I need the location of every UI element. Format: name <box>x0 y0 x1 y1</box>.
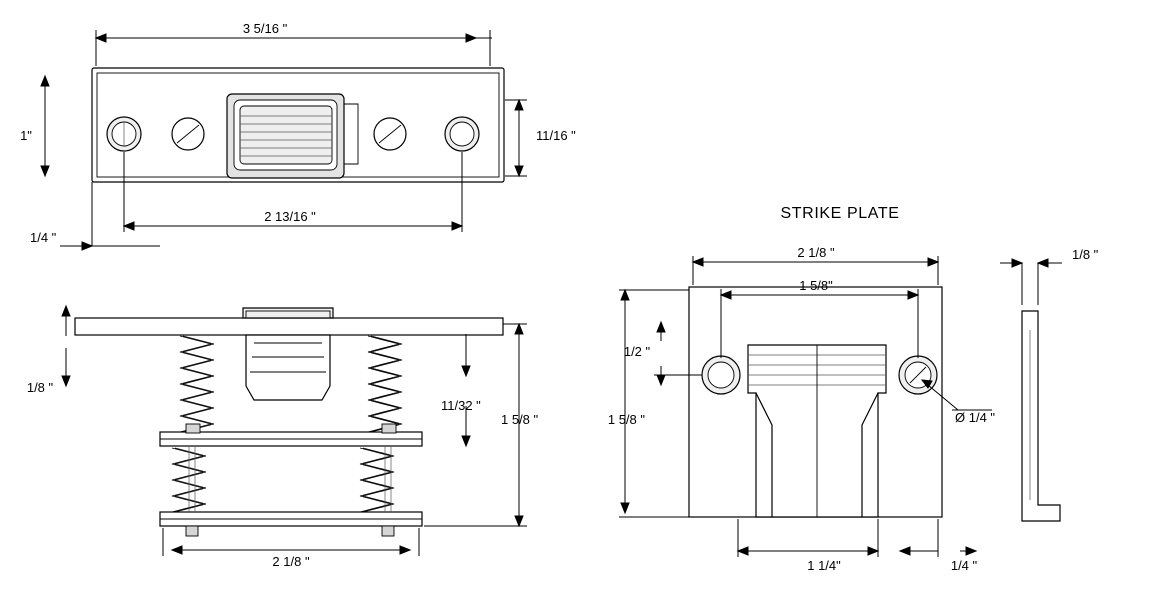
dim-hole-spacing-label: 2 13/16 " <box>264 209 316 224</box>
right-spring-upper <box>368 336 402 432</box>
dim-strike-flange-width <box>900 519 976 557</box>
dim-strike-height-label: 1 5/8 " <box>607 412 645 427</box>
dim-base-width-label: 2 1/8 " <box>272 554 310 569</box>
latch-side-view <box>27 306 539 569</box>
dim-strike-width-label: 2 1/8 " <box>797 245 835 260</box>
dim-overall-depth-label: 1 5/8 " <box>501 412 539 427</box>
dim-inner-height <box>505 100 527 176</box>
dim-spring-cap-height-label: 11/32 " <box>441 398 481 413</box>
strike-plate-side-view <box>1000 247 1099 521</box>
dim-hole-offset-label: 1/4 " <box>30 230 57 245</box>
dim-strike-thickness-label: 1/8 " <box>1072 247 1099 262</box>
dim-base-width <box>163 528 419 556</box>
dim-strike-opening-width-label: 1 1/4" <box>807 558 841 573</box>
dim-strike-hole-spacing-label: 1 5/8" <box>799 278 833 293</box>
dim-plate-thickness <box>62 306 70 386</box>
dim-hole-diameter-label: Ø 1/4 " <box>955 410 996 425</box>
dim-inner-height-label: 11/16 " <box>536 128 576 143</box>
dim-strike-thickness <box>1000 259 1062 305</box>
strike-plate-front-view <box>608 245 996 573</box>
dim-strike-height <box>619 290 689 517</box>
dim-strike-flange-width-label: 1/4 " <box>950 558 978 573</box>
dim-overall-height-label: 1" <box>20 128 32 143</box>
right-spring-lower <box>360 448 394 512</box>
dim-spring-cap-height <box>462 334 470 446</box>
dim-hole-offset <box>60 182 160 250</box>
dim-overall-width <box>96 30 492 66</box>
dim-strike-hole-offset-label: 1/2 " <box>623 344 651 359</box>
latch-front-view <box>20 21 576 250</box>
dim-strike-opening-width <box>738 519 878 557</box>
left-spring-upper <box>180 336 214 432</box>
strike-plate-title: STRIKE PLATE <box>780 205 900 222</box>
dim-plate-thickness-label: 1/8 " <box>26 380 54 395</box>
dim-overall-width-label: 3 5/16 " <box>242 21 288 36</box>
dim-overall-height <box>41 76 49 176</box>
